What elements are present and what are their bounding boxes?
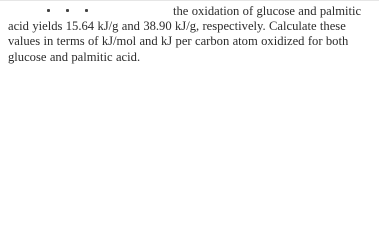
paragraph <box>8 4 374 65</box>
document-snippet <box>0 0 379 92</box>
text-line-3: values in terms of kJ/mol and kJ per carbon atom oxidized for both <box>8 34 349 49</box>
text-line-2: acid yields 15.64 kJ/g and 38.90 kJ/g, respectively. Calculate these <box>8 19 346 34</box>
top-border <box>0 0 379 1</box>
text-line-1: the oxidation of glucose and palmitic <box>173 4 362 18</box>
text-line-4: glucose and palmitic acid. <box>8 49 141 64</box>
